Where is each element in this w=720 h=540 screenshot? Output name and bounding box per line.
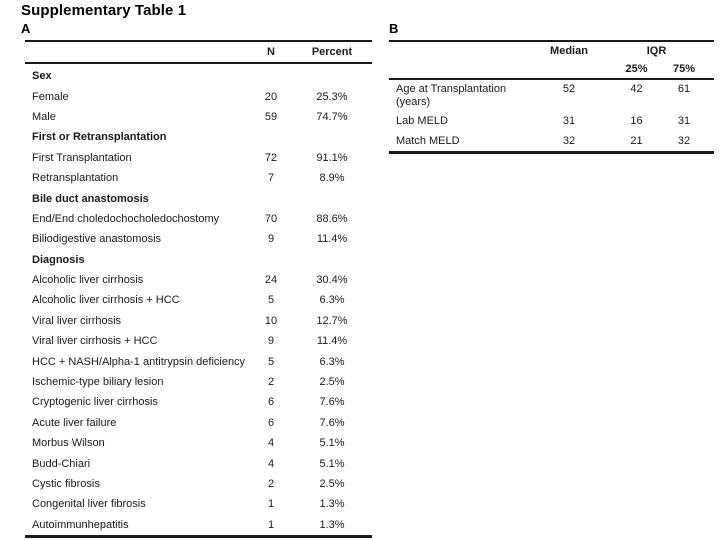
row-percent-value: 2.5% xyxy=(319,376,345,389)
table-a-section-row xyxy=(25,250,372,270)
row-n-value: 59 xyxy=(264,110,278,123)
table-b-header xyxy=(389,42,714,80)
row-percent-value: 2.5% xyxy=(319,478,345,490)
row-percent-value: 6.3% xyxy=(319,355,345,368)
row-n-value: 5 xyxy=(267,355,275,368)
row-label: End/End choledochocholedochostomy xyxy=(32,212,220,225)
row-n-value: 4 xyxy=(267,437,275,450)
panel-a-label: A xyxy=(21,21,31,36)
row-n-value: 1 xyxy=(267,498,275,511)
row-percent-value: 7.6% xyxy=(319,396,345,409)
table-a-data-row xyxy=(25,148,372,168)
table-a-data-row xyxy=(25,392,372,412)
row-label: First or Retransplantation xyxy=(32,131,167,144)
table-a-data-row xyxy=(25,86,372,106)
row-percent-value: 25.3% xyxy=(316,90,348,103)
row-q75-value: 32 xyxy=(677,134,691,147)
row-label: Age at Transplantation (years) xyxy=(396,83,507,109)
row-n-value: 10 xyxy=(264,314,278,327)
row-percent-value: 11.4% xyxy=(316,233,348,246)
row-label: Ischemic-type biliary lesion xyxy=(32,376,164,389)
row-n-value: 4 xyxy=(267,457,275,470)
row-median-value: 32 xyxy=(562,134,576,147)
table-b-header-row-1 xyxy=(389,42,714,60)
row-percent-value: 11.4% xyxy=(316,335,348,348)
table-a-data-row xyxy=(25,515,372,535)
page-title: Supplementary Table 1 xyxy=(21,2,187,19)
row-label: Biliodigestive anastomosis xyxy=(32,233,162,246)
table-b-header-q75: 75% xyxy=(672,63,696,75)
row-label: Lab MELD xyxy=(396,115,448,128)
row-percent-value: 5.1% xyxy=(319,437,345,450)
row-percent-value: 12.7% xyxy=(316,314,348,327)
row-label: Morbus Wilson xyxy=(32,437,105,450)
row-label: Autoimmunhepatitis xyxy=(32,518,129,531)
row-label: Alcoholic liver cirrhosis + HCC xyxy=(32,294,180,307)
table-b xyxy=(389,40,714,154)
table-a-header-n: N xyxy=(267,46,275,58)
table-b-header-iqr: IQR xyxy=(646,45,667,57)
row-n-value: 7 xyxy=(267,172,275,185)
row-percent-value: 91.1% xyxy=(316,151,348,164)
row-label: Alcoholic liver cirrhosis xyxy=(32,274,144,287)
table-a-data-row xyxy=(25,331,372,351)
row-label: Female xyxy=(32,90,69,103)
table-a-data-row xyxy=(25,494,372,514)
row-n-value: 2 xyxy=(267,376,275,389)
row-percent-value: 5.1% xyxy=(319,457,345,470)
table-a-data-row xyxy=(25,229,372,249)
table-a-data-row xyxy=(25,474,372,494)
row-label: Cryptogenic liver cirrhosis xyxy=(32,396,158,409)
row-q25-value: 21 xyxy=(630,134,643,147)
row-label: Male xyxy=(32,110,56,123)
row-label: Bile duct anastomosis xyxy=(32,192,149,205)
row-label: Congenital liver fibrosis xyxy=(32,498,146,511)
row-q25-value: 16 xyxy=(630,115,643,128)
row-label: Retransplantation xyxy=(32,172,119,185)
row-label: Cystic fibrosis xyxy=(32,478,100,490)
table-a-data-row xyxy=(25,433,372,453)
table-b-data-row xyxy=(389,132,714,151)
table-a-data-row xyxy=(25,270,372,290)
table-a-header-percent: Percent xyxy=(311,46,353,58)
row-n-value: 5 xyxy=(267,294,275,307)
table-a-rows xyxy=(25,64,372,535)
row-n-value: 2 xyxy=(267,478,275,490)
row-percent-value: 6.3% xyxy=(319,294,345,307)
row-percent-value: 30.4% xyxy=(316,274,348,287)
table-b-header-q25: 25% xyxy=(625,63,648,75)
row-n-value: 70 xyxy=(264,212,278,225)
table-b-data-row xyxy=(389,80,714,112)
table-a-data-row xyxy=(25,453,372,473)
table-a-header-row xyxy=(25,42,372,64)
row-percent-value: 7.6% xyxy=(319,416,345,429)
table-a-section-row xyxy=(25,188,372,208)
row-median-value: 31 xyxy=(562,115,576,128)
table-b-header-median: Median xyxy=(550,45,588,57)
row-label: Viral liver cirrhosis xyxy=(32,314,122,327)
row-n-value: 72 xyxy=(264,151,278,164)
row-percent-value: 74.7% xyxy=(316,110,348,123)
table-a-data-row xyxy=(25,168,372,188)
row-n-value: 20 xyxy=(264,90,278,103)
row-percent-value: 1.3% xyxy=(319,518,345,531)
table-b-data-row xyxy=(389,112,714,131)
table-a-section-row xyxy=(25,64,372,86)
row-label: Sex xyxy=(32,70,52,83)
row-q25-value: 42 xyxy=(630,83,643,95)
table-a-data-row xyxy=(25,107,372,127)
row-percent-value: 88.6% xyxy=(316,212,348,225)
row-label: Match MELD xyxy=(396,134,460,147)
row-q75-value: 61 xyxy=(677,83,691,95)
row-label: Acute liver failure xyxy=(32,416,117,429)
table-a-data-row xyxy=(25,351,372,371)
row-n-value: 1 xyxy=(267,518,275,531)
row-label: Viral liver cirrhosis + HCC xyxy=(32,335,158,348)
table-a-data-row xyxy=(25,209,372,229)
row-n-value: 9 xyxy=(267,335,275,348)
table-a xyxy=(25,40,372,538)
table-a-data-row xyxy=(25,311,372,331)
panel-b-label: B xyxy=(389,21,399,36)
table-a-data-row xyxy=(25,290,372,310)
table-b-rows xyxy=(389,80,714,151)
row-label: HCC + NASH/Alpha-1 antitrypsin deficiency xyxy=(32,355,246,368)
row-n-value: 6 xyxy=(267,396,275,409)
table-a-data-row xyxy=(25,413,372,433)
row-percent-value: 1.3% xyxy=(319,498,345,511)
row-q75-value: 31 xyxy=(677,115,691,128)
row-label: Budd-Chiari xyxy=(32,457,91,470)
row-n-value: 9 xyxy=(267,233,275,246)
row-label: Diagnosis xyxy=(32,253,85,266)
row-median-value: 52 xyxy=(562,83,576,95)
row-percent-value: 8.9% xyxy=(319,172,345,185)
table-a-data-row xyxy=(25,372,372,392)
row-n-value: 6 xyxy=(267,416,275,429)
table-b-header-row-2 xyxy=(389,60,714,78)
table-a-section-row xyxy=(25,127,372,147)
row-label: First Transplantation xyxy=(32,151,132,164)
row-n-value: 24 xyxy=(264,274,278,287)
